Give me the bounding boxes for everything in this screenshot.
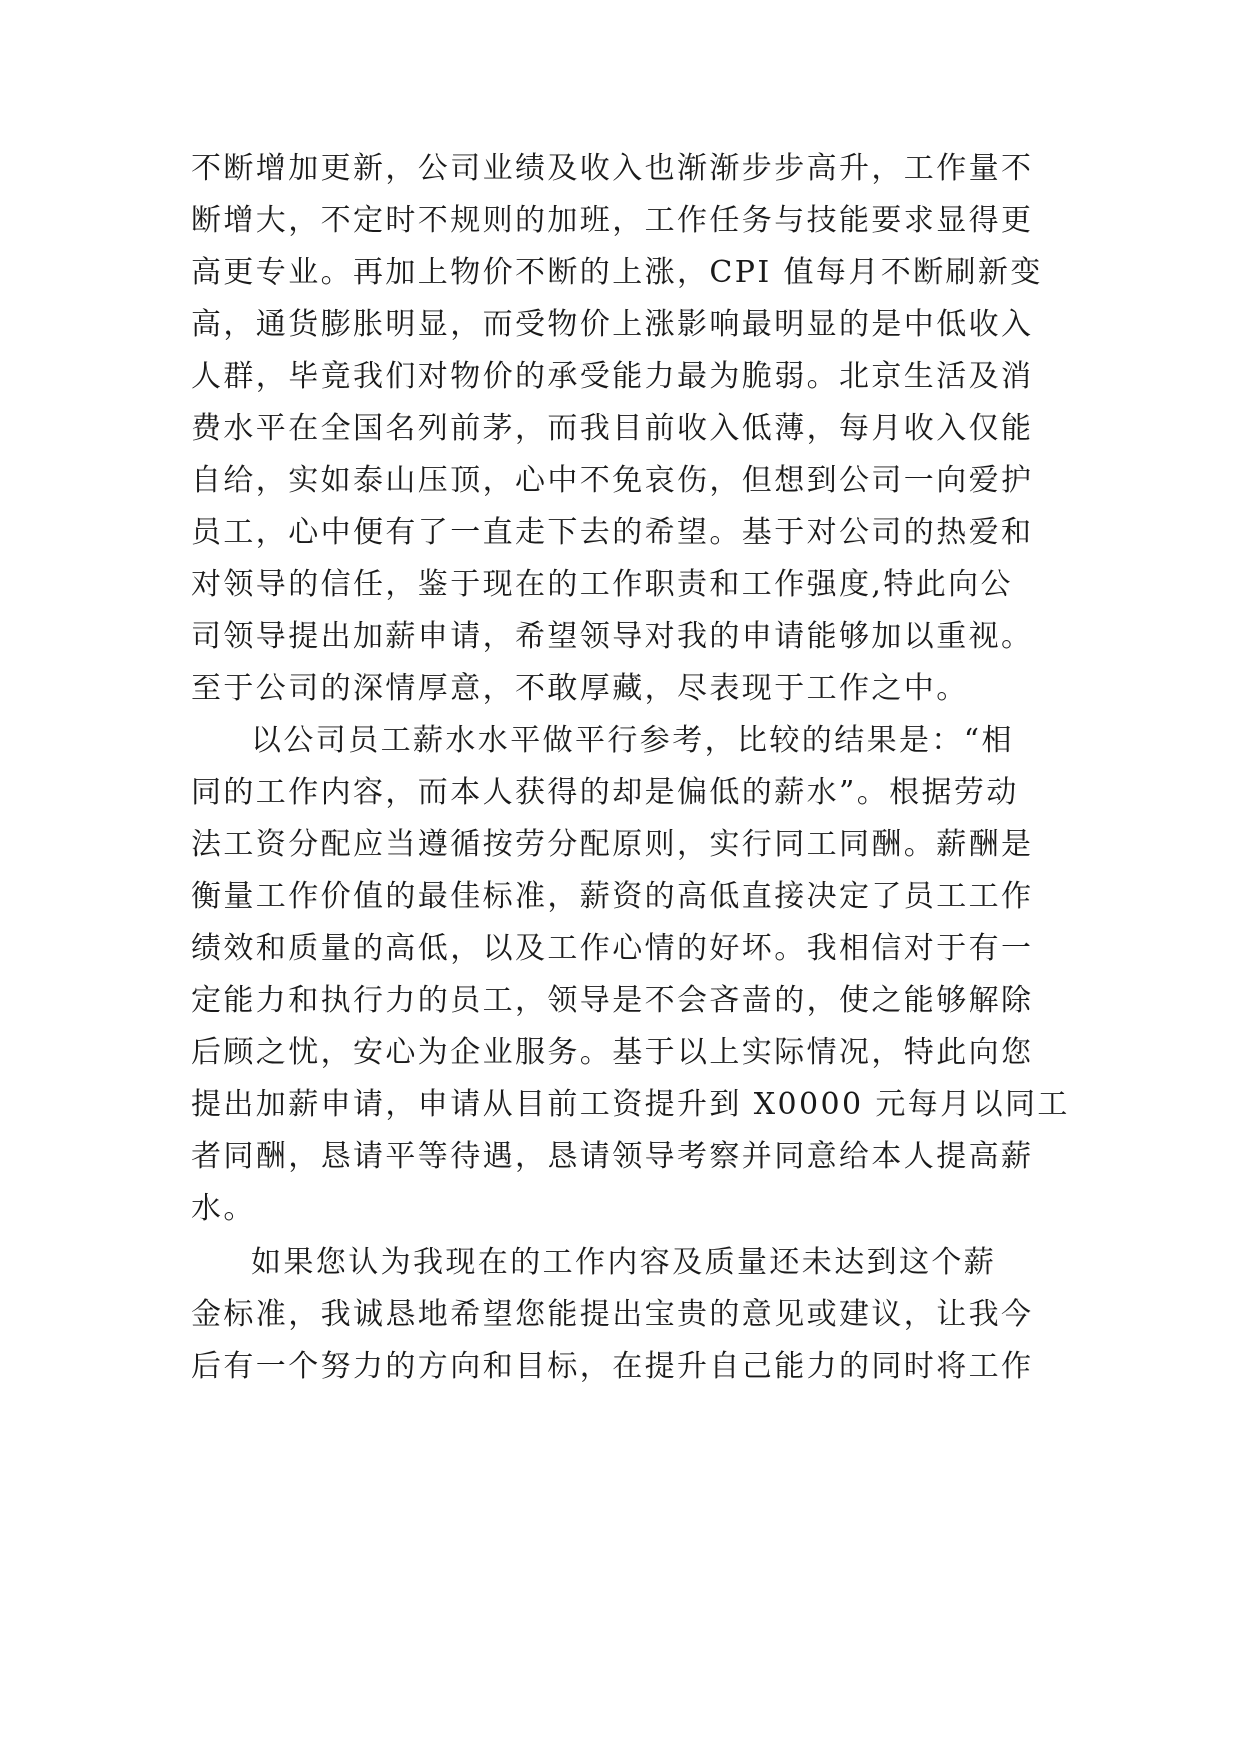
text-line: 人群，毕竟我们对物价的承受能力最为脆弱。北京生活及消	[191, 359, 1034, 394]
text-line: 高更专业。再加上物价不断的上涨，CPI 值每月不断刷新变	[191, 255, 1043, 290]
text-line: 水。	[191, 1191, 256, 1226]
text-line: 不断增加更新，公司业绩及收入也渐渐步步高升，工作量不	[191, 151, 1034, 186]
text-line: 至于公司的深情厚意，不敢厚藏，尽表现于工作之中。	[191, 671, 969, 706]
text-line: 司领导提出加薪申请，希望领导对我的申请能够加以重视。	[191, 619, 1034, 654]
text-line: 定能力和执行力的员工，领导是不会吝啬的，使之能够解除	[191, 983, 1034, 1018]
text-line: 断增大，不定时不规则的加班，工作任务与技能要求显得更	[191, 203, 1034, 238]
text-line: 法工资分配应当遵循按劳分配原则，实行同工同酬。薪酬是	[191, 827, 1034, 862]
text-line: 衡量工作价值的最佳标准，薪资的高低直接决定了员工工作	[191, 879, 1034, 914]
text-line: 提出加薪申请，申请从目前工资提升到 X0000 元每月以同工	[191, 1087, 1070, 1122]
text-line: 后顾之忧，安心为企业服务。基于以上实际情况，特此向您	[191, 1035, 1034, 1070]
text-line: 费水平在全国名列前茅，而我目前收入低薄，每月收入仅能	[191, 411, 1034, 446]
text-line: 金标准，我诚恳地希望您能提出宝贵的意见或建议，让我今	[191, 1297, 1034, 1332]
text-line: 如果您认为我现在的工作内容及质量还未达到这个薪	[251, 1245, 997, 1280]
text-line: 绩效和质量的高低，以及工作心情的好坏。我相信对于有一	[191, 931, 1034, 966]
text-line: 员工，心中便有了一直走下去的希望。基于对公司的热爱和	[191, 515, 1034, 550]
text-line: 者同酬，恳请平等待遇，恳请领导考察并同意给本人提高薪	[191, 1139, 1034, 1174]
text-line: 对领导的信任，鉴于现在的工作职责和工作强度,特此向公	[191, 567, 1013, 602]
text-line: 同的工作内容，而本人获得的却是偏低的薪水”。根据劳动	[191, 775, 1019, 810]
text-line: 高，通货膨胀明显，而受物价上涨影响最明显的是中低收入	[191, 307, 1034, 342]
text-line: 以公司员工薪水水平做平行参考，比较的结果是：“相	[251, 723, 1014, 758]
text-line: 后有一个努力的方向和目标，在提升自己能力的同时将工作	[191, 1349, 1034, 1384]
text-line: 自给，实如泰山压顶，心中不免哀伤，但想到公司一向爱护	[191, 463, 1034, 498]
